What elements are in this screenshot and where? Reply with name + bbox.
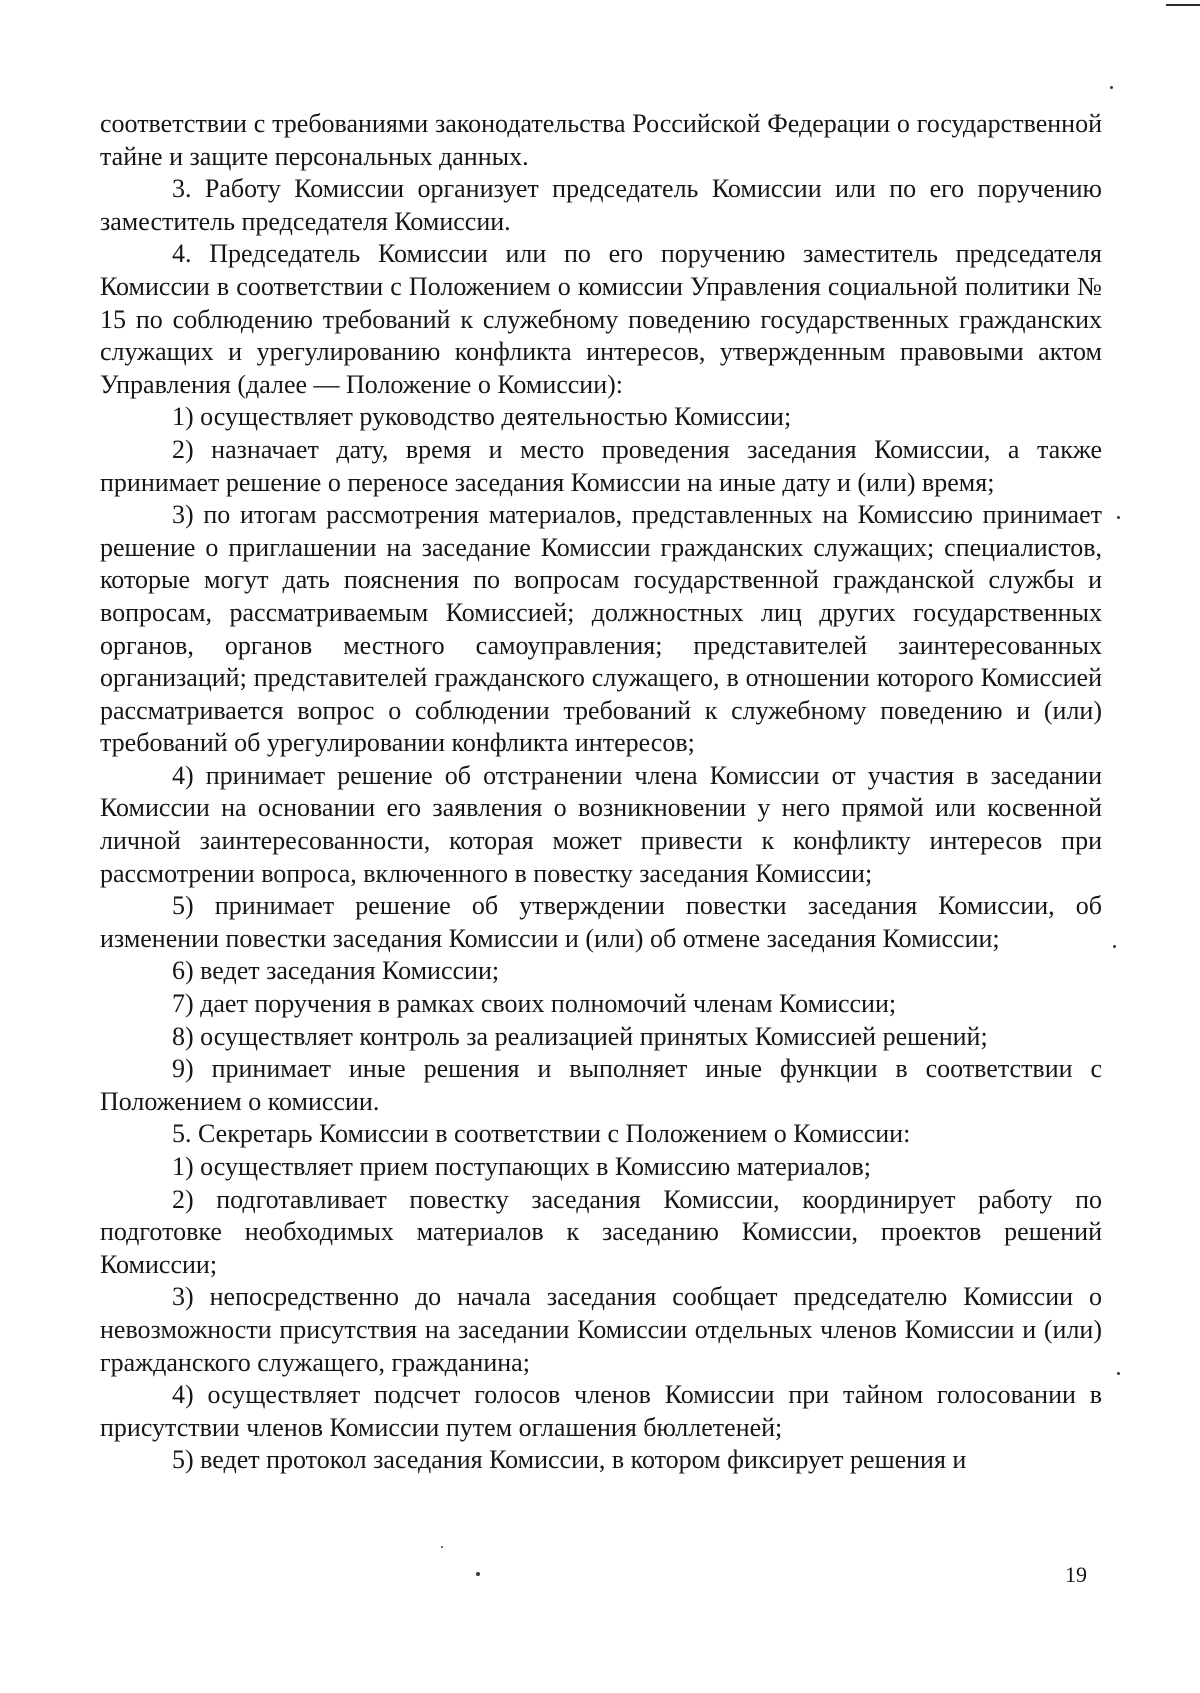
- paragraph: 3) по итогам рассмотрения материалов, представленных на Комиссию принимает решение о приглашении на заседание Комиссии гражданских служащих; специалистов, которые могут дать пояснения по вопросам государственной гражданской службы и вопросам, рассматриваемым Комиссией; должностных лиц других государственных органов, органов местного самоуправления; представителей заинтересованных организаций; представителей гражданского служащего, в отношении которого Комиссией рассматривается вопрос о соблюдении требований к служебному поведению и (или) требований об урегулировании конфликта интересов;: [100, 500, 1102, 758]
- scan-speck: [1117, 516, 1120, 519]
- document-body: [100, 108, 1102, 1477]
- paragraph: 7) дает поручения в рамках своих полномочий членам Комиссии;: [172, 989, 897, 1019]
- paragraph: 2) назначает дату, время и место проведения заседания Комиссии, а также принимает решение о переносе заседания Комиссии на иные дату и (или) время;: [100, 434, 1102, 497]
- scan-speck: [1113, 945, 1116, 948]
- scan-speck: [441, 1546, 443, 1548]
- paragraph: соответствии с требованиями законодательства Российской Федерации о государственной тайне и защите персональных данных.: [100, 109, 1102, 171]
- paragraph: 4. Председатель Комиссии или по его поручению заместитель председателя Комиссии в соответствии с Положением о комиссии Управления социальной политики № 15 по соблюдению требований к служебному поведению государственных гражданских служащих и урегулированию конфликта интересов, утвержденным правовыми актом Управления (далее — Положение о Комиссии):: [100, 239, 1102, 399]
- scan-speck: [1117, 1372, 1120, 1375]
- paragraph: 4) осуществляет подсчет голосов членов Комиссии при тайном голосовании в присутствии членов Комиссии путем оглашения бюллетеней;: [100, 1380, 1102, 1442]
- page-number: 19: [1065, 1562, 1087, 1587]
- paragraph: 8) осуществляет контроль за реализацией принятых Комиссией решений;: [172, 1021, 988, 1051]
- paragraph: 3) непосредственно до начала заседания сообщает председателю Комиссии о невозможности присутствия на заседании Комиссии отдельных членов Комиссии и (или) гражданского служащего, гражданина;: [100, 1282, 1102, 1377]
- paragraph: 5) принимает решение об утверждении повестки заседания Комиссии, об изменении повестки заседания Комиссии и (или) об отмене заседания Комиссии;: [100, 891, 1102, 953]
- scan-corner-mark: [1166, 4, 1200, 6]
- paragraph: 5) ведет протокол заседания Комиссии, в котором фиксирует решения и: [172, 1445, 967, 1475]
- paragraph: 1) осуществляет прием поступающих в Комиссию материалов;: [172, 1152, 871, 1181]
- paragraph: 5. Секретарь Комиссии в соответствии с Положением о Комиссии:: [172, 1119, 911, 1149]
- paragraph: 6) ведет заседания Комиссии;: [172, 956, 500, 986]
- scan-speck: [1110, 86, 1113, 89]
- paragraph: 4) принимает решение об отстранении члена Комиссии от участия в заседании Комиссии на основании его заявления о возникновении у него прямой или косвенной личной заинтересованности, которая может привести к конфликту интересов при рассмотрении вопроса, включенного в повестку заседания Комиссии;: [100, 760, 1102, 888]
- paragraph: 1) осуществляет руководство деятельностью Комиссии;: [172, 402, 792, 432]
- scan-speck: [476, 1572, 480, 1576]
- paragraph: 2) подготавливает повестку заседания Комиссии, координирует работу по подготовке необходимых материалов к заседанию Комиссии, проектов решений Комиссии;: [100, 1184, 1102, 1279]
- paragraph: 3. Работу Комиссии организует председатель Комиссии или по его поручению заместитель председателя Комиссии.: [100, 174, 1102, 236]
- paragraph: 9) принимает иные решения и выполняет иные функции в соответствии с Положением о комиссии.: [100, 1054, 1102, 1116]
